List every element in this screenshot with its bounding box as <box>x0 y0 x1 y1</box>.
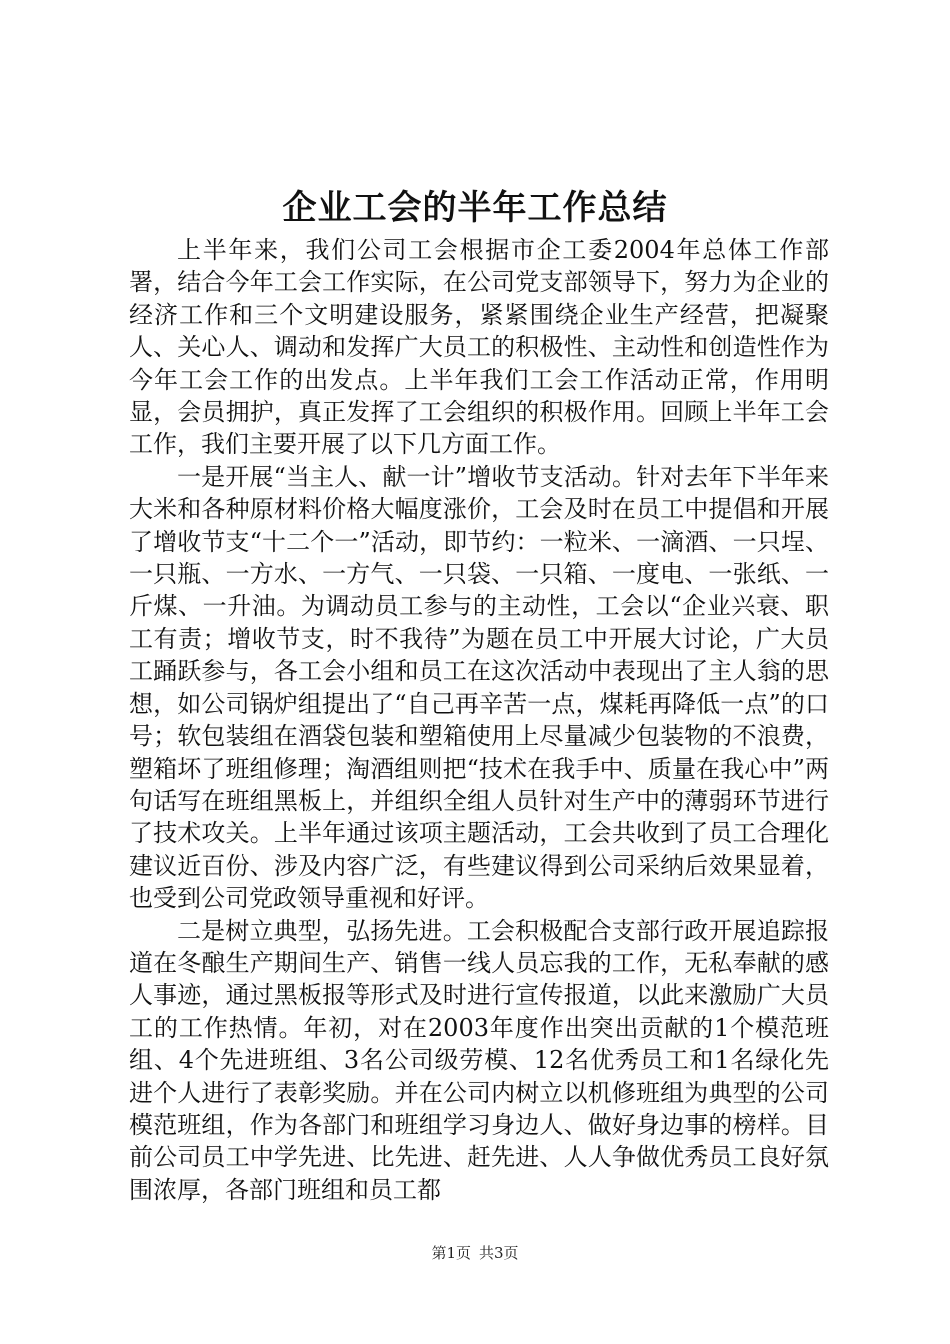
paragraph-role-models: 二是树立典型，弘扬先进。工会积极配合支部行政开展追踪报道在冬酿生产期间生产、销售一线人员忘我的工作，无私奉献的感人事迹，通过黑板报等形式及时进行宣传报道，以此来激励广大员工的工作热情。年初，对在2003年度作出突出贡献的1个模范班组、4个先进班组、3名公司级劳模、12名优秀员工和1名绿化先进个人进行了表彰奖励。并在公司内树立以机修班组为典型的公司模范班组，作为各部门和班组学习身边人、做好身边事的榜样。目前公司员工中学先进、比先进、赶先进、人人争做优秀员工良好氛围浓厚，各部门班组和员工都 <box>129 916 829 1204</box>
page-number: 第1页 <box>431 1244 471 1262</box>
document-title: 企业工会的半年工作总结 <box>282 188 668 228</box>
page-total: 共3页 <box>479 1244 519 1262</box>
page-footer <box>0 1243 950 1263</box>
paragraph-intro: 上半年来，我们公司工会根据市企工委2004年总体工作部署，结合今年工会工作实际，在公司党支部领导下，努力为企业的经济工作和三个文明建设服务，紧紧围绕企业生产经营，把凝聚人、关心人、调动和发挥广大员工的积极性、主动性和创造性作为今年工会工作的出发点。上半年我们工会工作活动正常，作用明显，会员拥护，真正发挥了工会组织的积极作用。回顾上半年工会工作，我们主要开展了以下几方面工作。 <box>129 236 829 459</box>
paragraph-saving-campaign: 一是开展“当主人、献一计”增收节支活动。针对去年下半年来大米和各种原材料价格大幅度涨价，工会及时在员工中提倡和开展了增收节支“十二个一”活动，即节约：一粒米、一滴酒、一只埕、一只瓶、一方水、一方气、一只袋、一只箱、一度电、一张纸、一斤煤、一升油。为调动员工参与的主动性，工会以“企业兴衰、职工有责；增收节支，时不我待”为题在员工中开展大讨论，广大员工踊跃参与，各工会小组和员工在这次活动中表现出了主人翁的思想，如公司锅炉组提出了“自己再辛苦一点，煤耗再降低一点”的口号；软包装组在酒袋包装和塑箱使用上尽量减少包装物的不浪费，塑箱坏了班组修理；淘酒组则把“技术在我手中、质量在我心中”两句话写在班组黑板上，并组织全组人员针对生产中的薄弱环节进行了技术攻关。上半年通过该项主题活动，工会共收到了员工合理化建议近百份、涉及内容广泛，有些建议得到公司采纳后效果显着，也受到公司党政领导重视和好评。 <box>129 462 829 913</box>
document-body <box>129 234 829 1206</box>
